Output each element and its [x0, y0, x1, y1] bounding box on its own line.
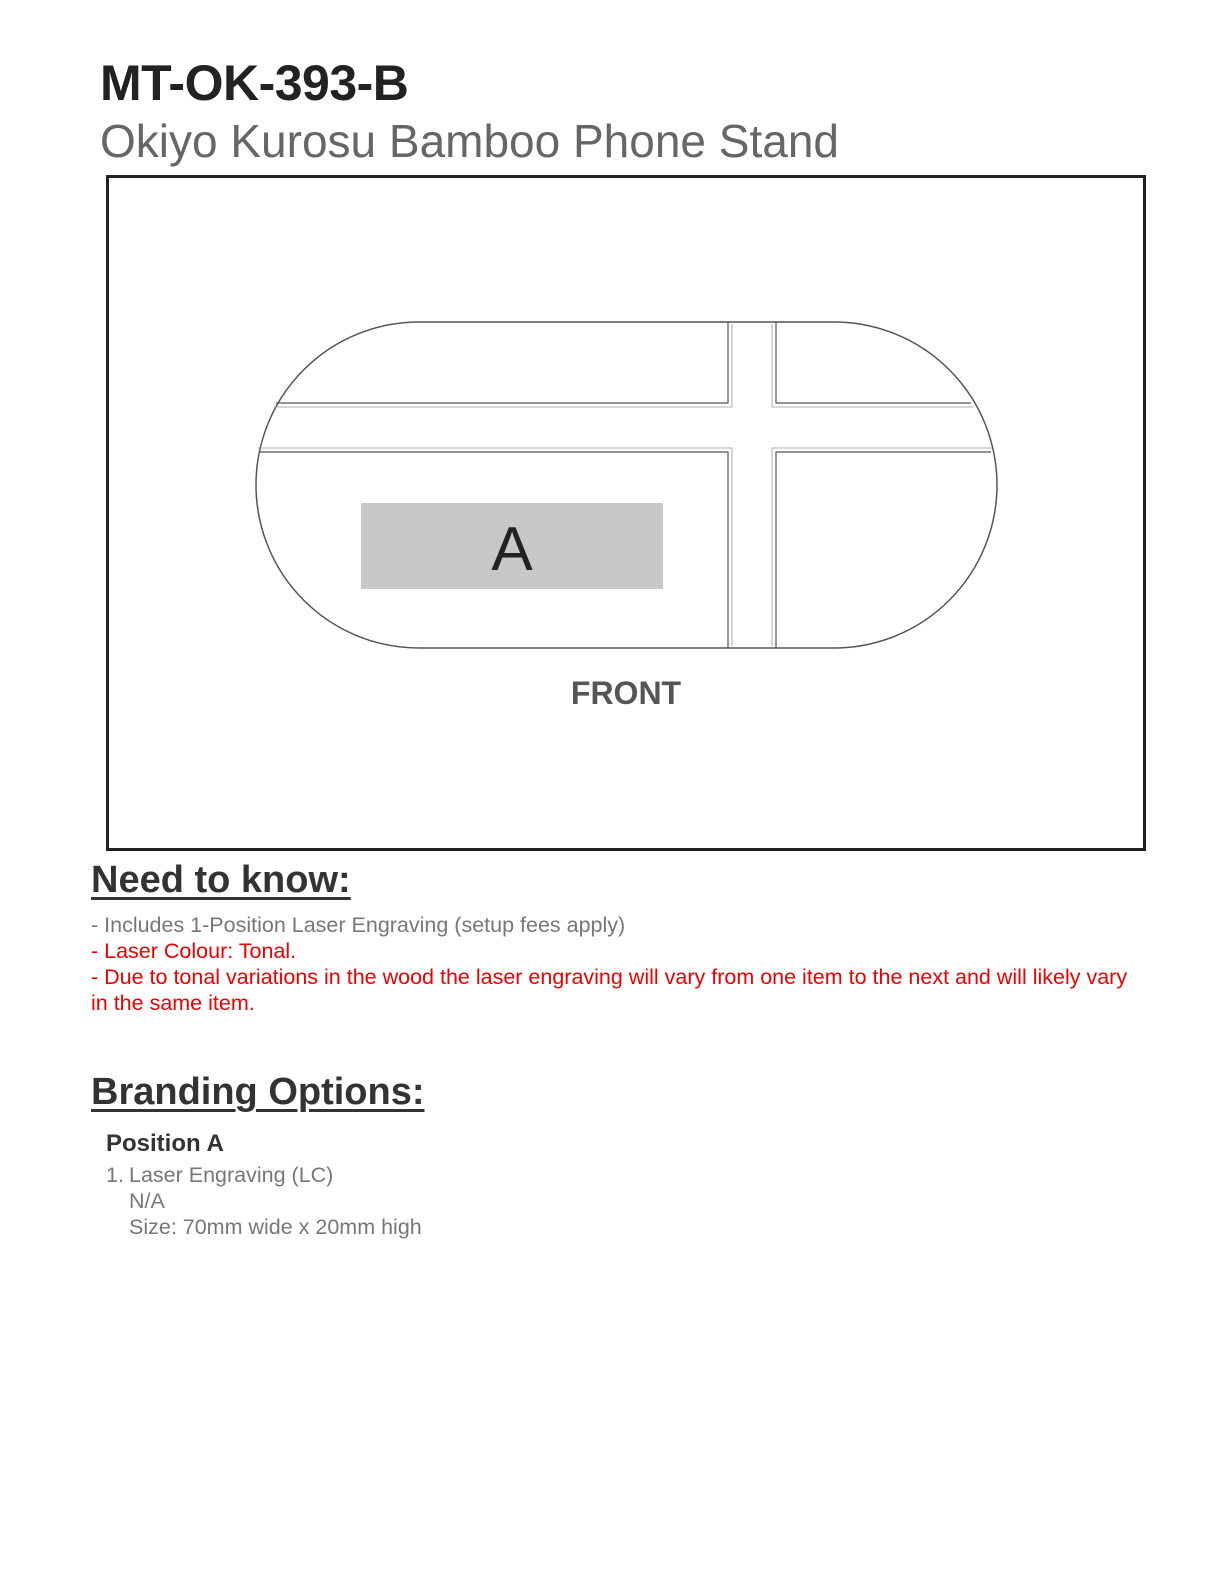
need-to-know-notes — [91, 912, 1141, 1016]
view-label: FRONT — [570, 675, 682, 711]
option-size: Size: 70mm wide x 20mm high — [129, 1215, 422, 1239]
product-name: Okiyo Kurosu Bamboo Phone Stand — [100, 115, 840, 167]
phone-stand-front-drawing — [109, 178, 1143, 848]
position-a-title: Position A — [106, 1130, 224, 1157]
product-code: MT-OK-393-B — [100, 55, 409, 111]
option-number: 1. — [106, 1163, 124, 1187]
note-item: - Laser Colour: Tonal. — [91, 939, 297, 963]
engraving-position-label: A — [491, 515, 533, 584]
list-item — [106, 1162, 422, 1188]
stand-outline — [256, 322, 997, 648]
option-method: Laser Engraving (LC) — [129, 1163, 334, 1187]
product-drawing-frame — [106, 175, 1146, 851]
note-item: - Due to tonal variations in the wood the laser engraving will vary from one item to the next and will likely vary in the same item. — [91, 965, 1128, 1015]
note-item: - Includes 1-Position Laser Engraving (setup fees apply) — [91, 913, 626, 937]
option-note: N/A — [129, 1189, 165, 1213]
branding-option-list — [106, 1162, 422, 1240]
branding-options-heading: Branding Options: — [91, 1071, 425, 1113]
need-to-know-heading: Need to know: — [91, 859, 351, 901]
